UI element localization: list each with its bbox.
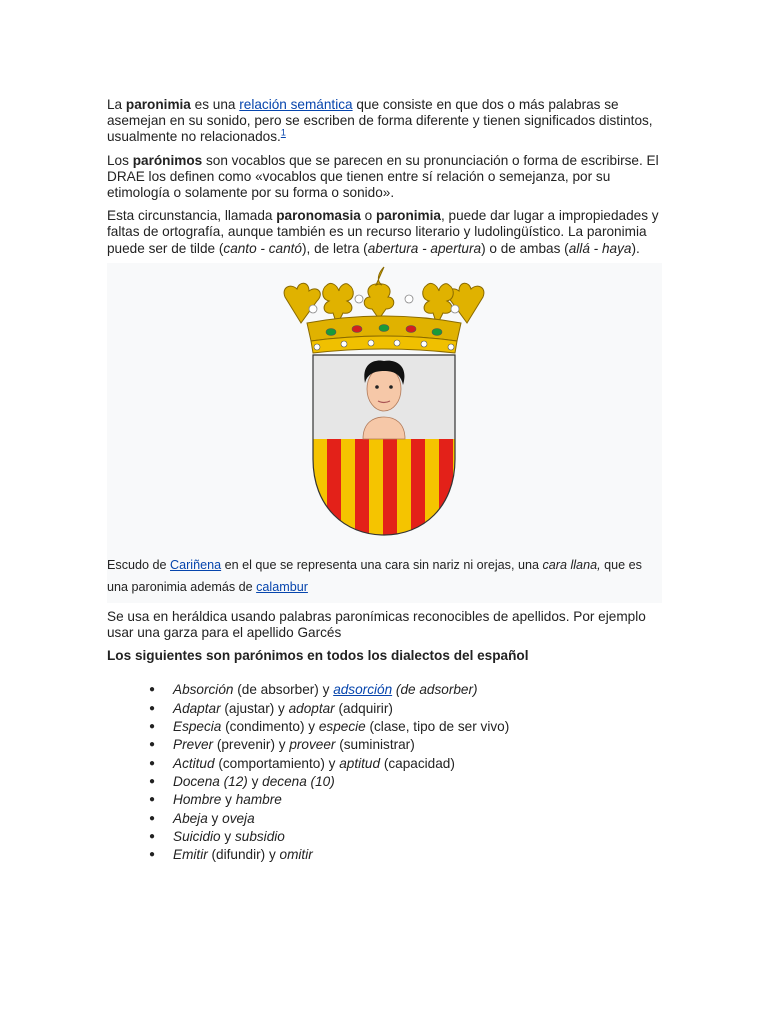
word: Docena (12) — [173, 773, 248, 789]
word: omitir — [279, 847, 313, 863]
text: que consiste en que dos o más palabras se asemejan en su sonido, pero se escriben de forma diferente y tienen significados distintos, usualmente no relacionados. — [107, 97, 653, 145]
list-item — [149, 681, 667, 699]
text: (suministrar) — [335, 737, 415, 753]
paragraph-definition — [107, 97, 667, 146]
bullet-icon: ● — [149, 739, 156, 751]
bullet-icon: ● — [149, 721, 156, 733]
list-item — [149, 846, 667, 864]
coat-of-arms-image[interactable] — [277, 263, 491, 543]
list-item — [149, 828, 667, 846]
text: (difundir) y — [207, 847, 280, 863]
caption-italic: cara llana, — [542, 557, 601, 572]
link-carinena[interactable]: Cariñena — [170, 557, 222, 572]
text: Esta circunstancia, llamada — [107, 208, 277, 224]
bullet-icon: ● — [149, 702, 156, 714]
text: (adquirir) — [334, 700, 393, 716]
text: y — [221, 792, 236, 808]
text: , puede dar lugar a impropiedades y faltas de ortografía, aunque también es un recurso literario y ludolingüístico. La paronimia puede ser de tilde ( — [107, 208, 659, 256]
word: Prever — [173, 737, 214, 753]
word: oveja — [222, 810, 255, 826]
word: Abeja — [173, 810, 208, 826]
text: y — [247, 773, 263, 789]
word: hambre — [235, 792, 282, 808]
reference-link[interactable]: 1 — [280, 127, 286, 138]
word: Suicidio — [173, 828, 221, 844]
text: es una — [190, 97, 240, 112]
list-item — [149, 718, 667, 736]
list-item — [149, 700, 667, 718]
list-item — [149, 773, 667, 791]
bullet-icon: ● — [149, 794, 156, 806]
bullet-icon: ● — [149, 775, 156, 787]
link-calambur[interactable]: calambur — [256, 579, 308, 594]
term-paronomasia: paronomasia — [276, 208, 361, 224]
text: (capacidad) — [380, 755, 455, 771]
text: y — [220, 828, 235, 844]
paragraph-paronomasia — [107, 208, 667, 257]
text: La — [107, 97, 126, 112]
word: aptitud — [339, 755, 381, 771]
word: subsidio — [234, 828, 285, 844]
paragraph-heraldica: Se usa en heráldica usando palabras paronímicas reconocibles de apellidos. Por ejemplo usar una garza para el apellido Garcés — [107, 608, 646, 641]
link-adsorcion[interactable] — [333, 682, 392, 697]
list-item — [149, 791, 667, 809]
word: proveer — [289, 737, 336, 753]
bullet-icon: ● — [149, 757, 156, 769]
bullet-icon: ● — [149, 830, 156, 842]
bullet-icon: ● — [149, 849, 156, 861]
face — [363, 360, 405, 438]
word: Emitir — [173, 847, 208, 863]
text: (ajustar) y — [220, 700, 289, 716]
text: en el que se representa una cara sin nariz ni orejas, una — [221, 557, 543, 572]
word: Adaptar — [173, 700, 221, 716]
text: ). — [631, 240, 640, 256]
list-item — [149, 736, 667, 754]
text: (condimento) y — [221, 719, 319, 735]
term-paronimos: parónimos — [132, 152, 203, 168]
text: (de adsorber) — [392, 682, 478, 698]
paronym-list — [107, 681, 667, 864]
word: adsorción — [333, 682, 393, 698]
link-relacion-semantica[interactable]: relación semántica — [239, 97, 353, 112]
text: (clase, tipo de ser vivo) — [365, 719, 510, 735]
word: especie — [318, 719, 366, 735]
article-body — [107, 97, 667, 864]
example-canto: canto - cantó — [223, 240, 302, 256]
text: y — [207, 810, 223, 826]
section-heading: Los siguientes son parónimos en todos los dialectos del español — [107, 648, 529, 664]
shield — [313, 355, 455, 539]
word: Especia — [173, 719, 222, 735]
list-item — [149, 755, 667, 773]
coat-of-arms-figure — [107, 263, 662, 603]
text: ), de letra ( — [301, 240, 368, 256]
word: Hombre — [173, 792, 222, 808]
word: decena (10) — [262, 773, 335, 789]
text: ) o de ambas ( — [481, 240, 569, 256]
word: Actitud — [173, 755, 215, 771]
text: Los — [107, 152, 133, 168]
text: (de absorber) y — [233, 682, 334, 698]
crown — [284, 267, 484, 353]
bullet-icon: ● — [149, 812, 156, 824]
term-paronimia: paronimia — [125, 97, 191, 112]
text: Escudo de — [107, 557, 171, 572]
example-alla: allá - haya — [568, 240, 632, 256]
text: son vocablos que se parecen en su pronunciación o forma de escribirse. El DRAE los definen como «vocablos que tienen entre sí relación o semejanza, por su etimología o solamente por su forma o sonido». — [107, 152, 659, 201]
text: o — [360, 208, 376, 224]
word: adoptar — [288, 700, 335, 716]
paragraph-paronimos — [107, 153, 667, 202]
list-item — [149, 810, 667, 828]
example-abertura: abertura - apertura — [367, 240, 482, 256]
word: Absorción — [173, 682, 234, 698]
text: (prevenir) y — [213, 737, 290, 753]
term-paronimia: paronimia — [375, 208, 441, 224]
bullet-icon: ● — [149, 684, 156, 696]
figure-caption — [107, 554, 652, 598]
text: que es una paronimia además de — [107, 557, 642, 594]
text: (comportamiento) y — [214, 755, 340, 771]
